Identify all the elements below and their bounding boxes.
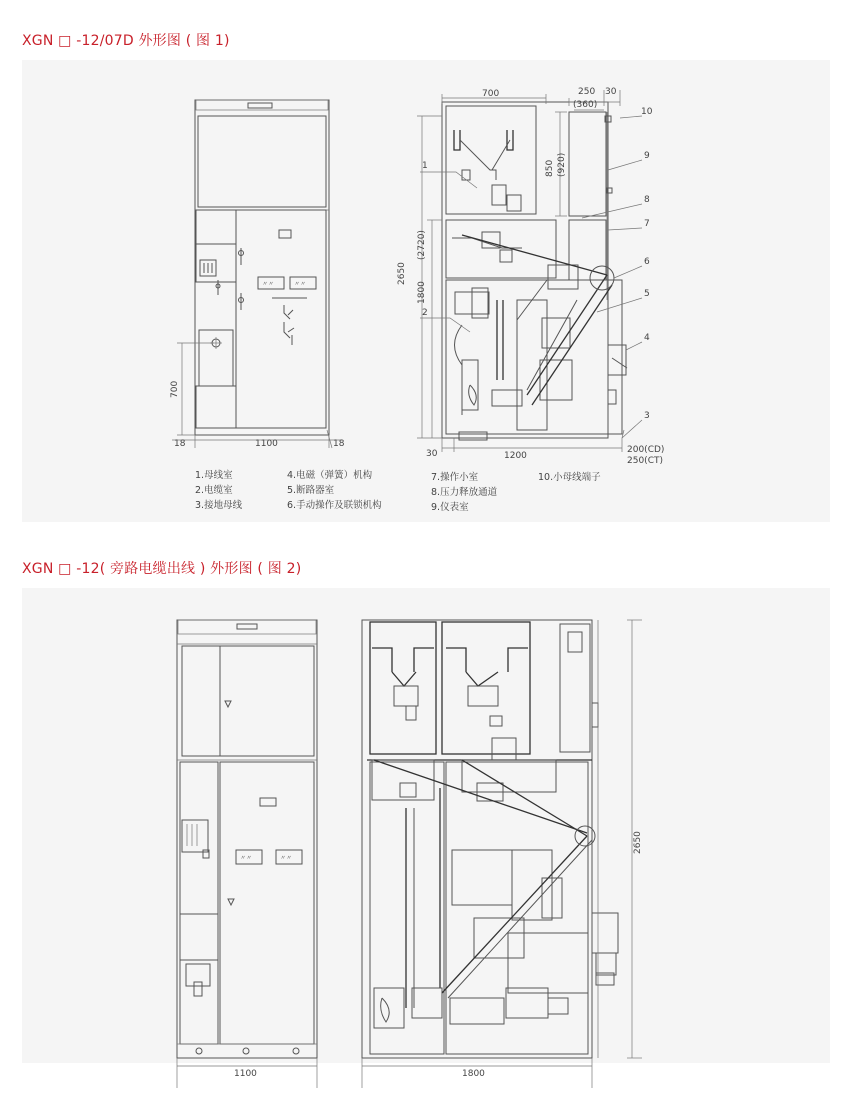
svg-text:〃〃: 〃〃: [280, 855, 293, 862]
figure2-labels: [234, 831, 643, 1079]
dim-front-height-700: 700: [170, 380, 180, 398]
dim-front-right-margin: 18: [333, 439, 345, 449]
legend-item: 4.电磁（弹簧）机构: [287, 470, 373, 481]
dim-side2-depth: 1800: [462, 1069, 485, 1079]
dim-side-920: (920): [557, 152, 567, 177]
legend-item: 3.接地母线: [195, 500, 243, 511]
dim-base-cd: 200(CD): [627, 445, 665, 455]
figure2-drawing: [22, 588, 830, 1088]
dim-side-30-bottom: 30: [426, 449, 438, 459]
dim-side-250: 250: [578, 87, 596, 97]
callout-3: 3: [644, 411, 650, 421]
side-view: [417, 90, 642, 452]
legend-item: 10.小母线端子: [538, 472, 601, 483]
legend-item: 7.操作小室: [431, 472, 479, 483]
callout-5: 5: [644, 289, 650, 299]
svg-text:〃〃: 〃〃: [294, 281, 307, 288]
legend-item: 9.仪表室: [431, 502, 469, 513]
dim-front2-width: 1100: [234, 1069, 257, 1079]
legend-item: 1.母线室: [195, 470, 233, 481]
svg-text:〃〃: 〃〃: [240, 855, 253, 862]
legend-item: 2.电缆室: [195, 485, 233, 496]
callout-2: 2: [422, 308, 428, 318]
dim-side-2650: 2650: [397, 262, 407, 285]
legend-item: 8.压力释放通道: [431, 487, 498, 498]
legend-item: 5.断路器室: [287, 485, 335, 496]
dim-base-ct: 250(CT): [627, 456, 663, 466]
dim-front-left-margin: 18: [174, 439, 186, 449]
callout-7: 7: [644, 219, 650, 229]
callout-1: 1: [422, 161, 428, 171]
figure1-drawing: [22, 60, 830, 522]
dim-side-1200: 1200: [504, 451, 527, 461]
svg-text:〃〃: 〃〃: [262, 281, 275, 288]
legend-item: 6.手动操作及联锁机构: [287, 500, 382, 511]
front-view-2: [177, 620, 317, 1088]
callout-8: 8: [644, 195, 650, 205]
figure1-heading: XGN □ -12/07D 外形图 ( 图 1): [22, 33, 230, 49]
side-view-2: [362, 620, 642, 1088]
front-view: [172, 100, 342, 448]
dim-side-2720: (2720): [417, 230, 427, 260]
figure1-legend: [195, 469, 601, 513]
dim-side-1800: 1800: [417, 281, 427, 304]
figure1-panel: [22, 60, 830, 522]
dim-side-30-top: 30: [605, 87, 617, 97]
dim-side2-height: 2650: [633, 831, 643, 854]
callout-6: 6: [644, 257, 650, 267]
figure2-heading: XGN □ -12( 旁路电缆出线 ) 外形图 ( 图 2): [22, 561, 302, 577]
dim-side-850: 850: [545, 159, 555, 177]
callout-9: 9: [644, 151, 650, 161]
dim-side-360: (360): [573, 100, 598, 110]
dim-side-depth: 700: [482, 89, 500, 99]
callout-10: 10: [641, 107, 653, 117]
dim-front-width: 1100: [255, 439, 278, 449]
figure2-panel: [22, 588, 830, 1079]
callout-4: 4: [644, 333, 650, 343]
